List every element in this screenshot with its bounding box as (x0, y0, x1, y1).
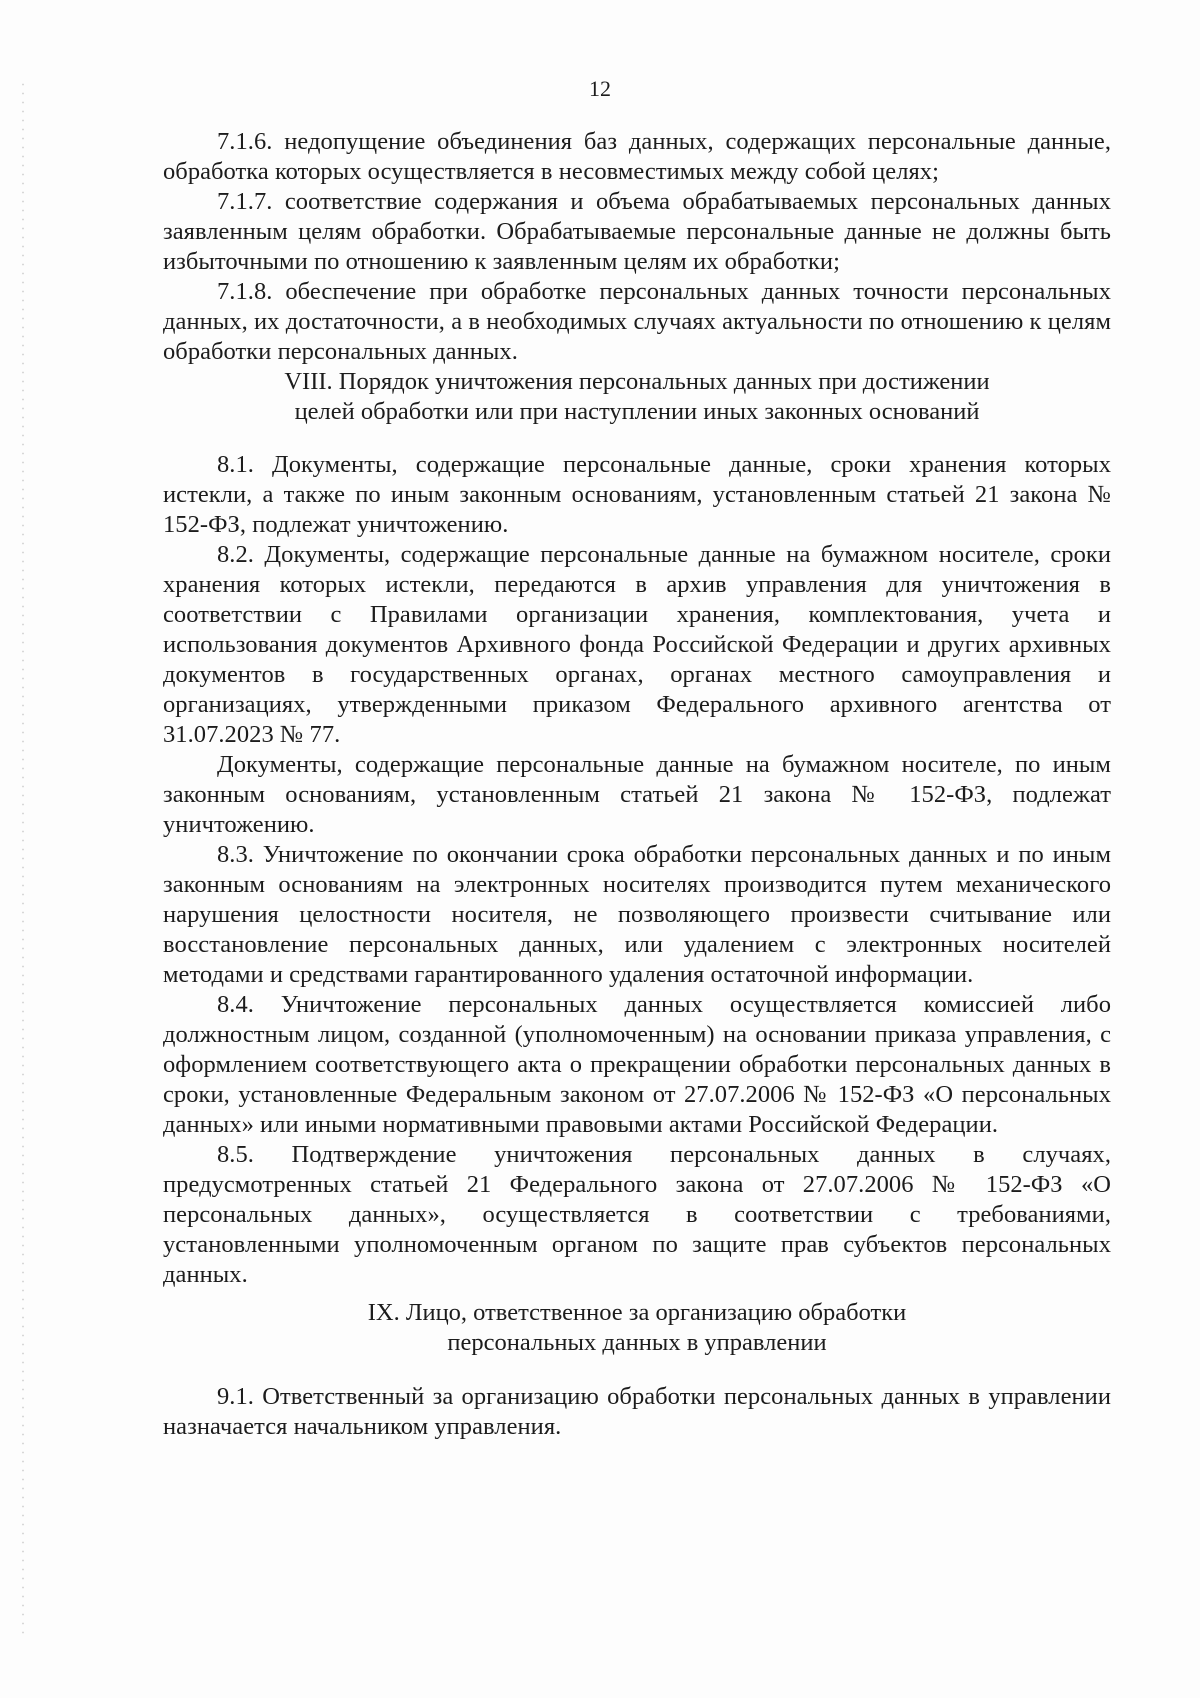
paragraph-8-3: 8.3. Уничтожение по окончании срока обработки персональных данных и по иным законным основаниям на электронных носителях производится путем механического нарушения целостности носителя, не позволяющего произвести считывание или восстановление персональных данных, или удалением с электронных носителей методами и средствами гарантированного удаления остаточной информации. (163, 841, 1111, 988)
paragraph-7-1-6: 7.1.6. недопущение объединения баз данных, содержащих персональные данные, обработка которых осуществляется в несовместимых между собой целях; (163, 128, 1111, 185)
paragraph-8-2-continued: Документы, содержащие персональные данные на бумажном носителе, по иным законным основаниям, установленным статьей 21 закона № 152-ФЗ, подлежат уничтожению. (163, 751, 1111, 838)
paragraph-9-1: 9.1. Ответственный за организацию обработки персональных данных в управлении назначается начальником управления. (163, 1383, 1111, 1440)
section-8-text (163, 450, 1111, 1290)
paragraph-7-1-7: 7.1.7. соответствие содержания и объема обрабатываемых персональных данных заявленным целям обработки. Обрабатываемые персональные данные не должны быть избыточными по отношению к заявленным целям их обработки; (163, 188, 1111, 275)
section-9-heading-line-2: персональных данных в управлении (447, 1329, 827, 1356)
section-7-text (163, 127, 1111, 367)
page-number: 12 (589, 76, 611, 101)
section-8-heading (163, 367, 1111, 427)
paragraph-8-1: 8.1. Документы, содержащие персональные данные, сроки хранения которых истекли, а также по иным законным основаниям, установленным статьей 21 закона № 152-ФЗ, подлежат уничтожению. (163, 451, 1111, 538)
paragraph-7-1-8: 7.1.8. обеспечение при обработке персональных данных точности персональных данных, их достаточности, а в необходимых случаях актуальности по отношению к целям обработки персональных данных. (163, 278, 1111, 365)
section-9-heading-line-1: IX. Лицо, ответственное за организацию обработки (367, 1299, 907, 1326)
paragraph-8-4: 8.4. Уничтожение персональных данных осуществляется комиссией либо должностным лицом, созданной (уполномоченным) на основании приказа управления, с оформлением соответствующего акта о прекращении обработки персональных данных в сроки, установленные Федеральным законом от 27.07.2006 № 152-ФЗ «О персональных данных» или иными нормативными правовыми актами Российской Федерации. (163, 991, 1111, 1138)
scan-edge-artifact (22, 80, 24, 1640)
section-8-heading-line-1: VIII. Порядок уничтожения персональных данных при достижении (284, 368, 990, 395)
section-9-text (163, 1382, 1111, 1442)
paragraph-8-5: 8.5. Подтверждение уничтожения персональных данных в случаях, предусмотренных статьей 21 Федерального закона от 27.07.2006 № 152-ФЗ «О персональных данных», осуществляется в соответствии с требованиями, установленными уполномоченным органом по защите прав субъектов персональных данных. (163, 1141, 1111, 1288)
section-8-heading-line-2: целей обработки или при наступлении иных законных оснований (294, 398, 980, 425)
paragraph-8-2: 8.2. Документы, содержащие персональные данные на бумажном носителе, сроки хранения которых истекли, передаются в архив управления для уничтожения в соответствии с Правилами организации хранения, комплектования, учета и использования документов Архивного фонда Российской Федерации и других архивных документов в государственных органах, органах местного самоуправления и организациях, утвержденными приказом Федерального архивного агентства от 31.07.2023 № 77. (163, 541, 1111, 748)
section-9-heading (163, 1298, 1111, 1358)
